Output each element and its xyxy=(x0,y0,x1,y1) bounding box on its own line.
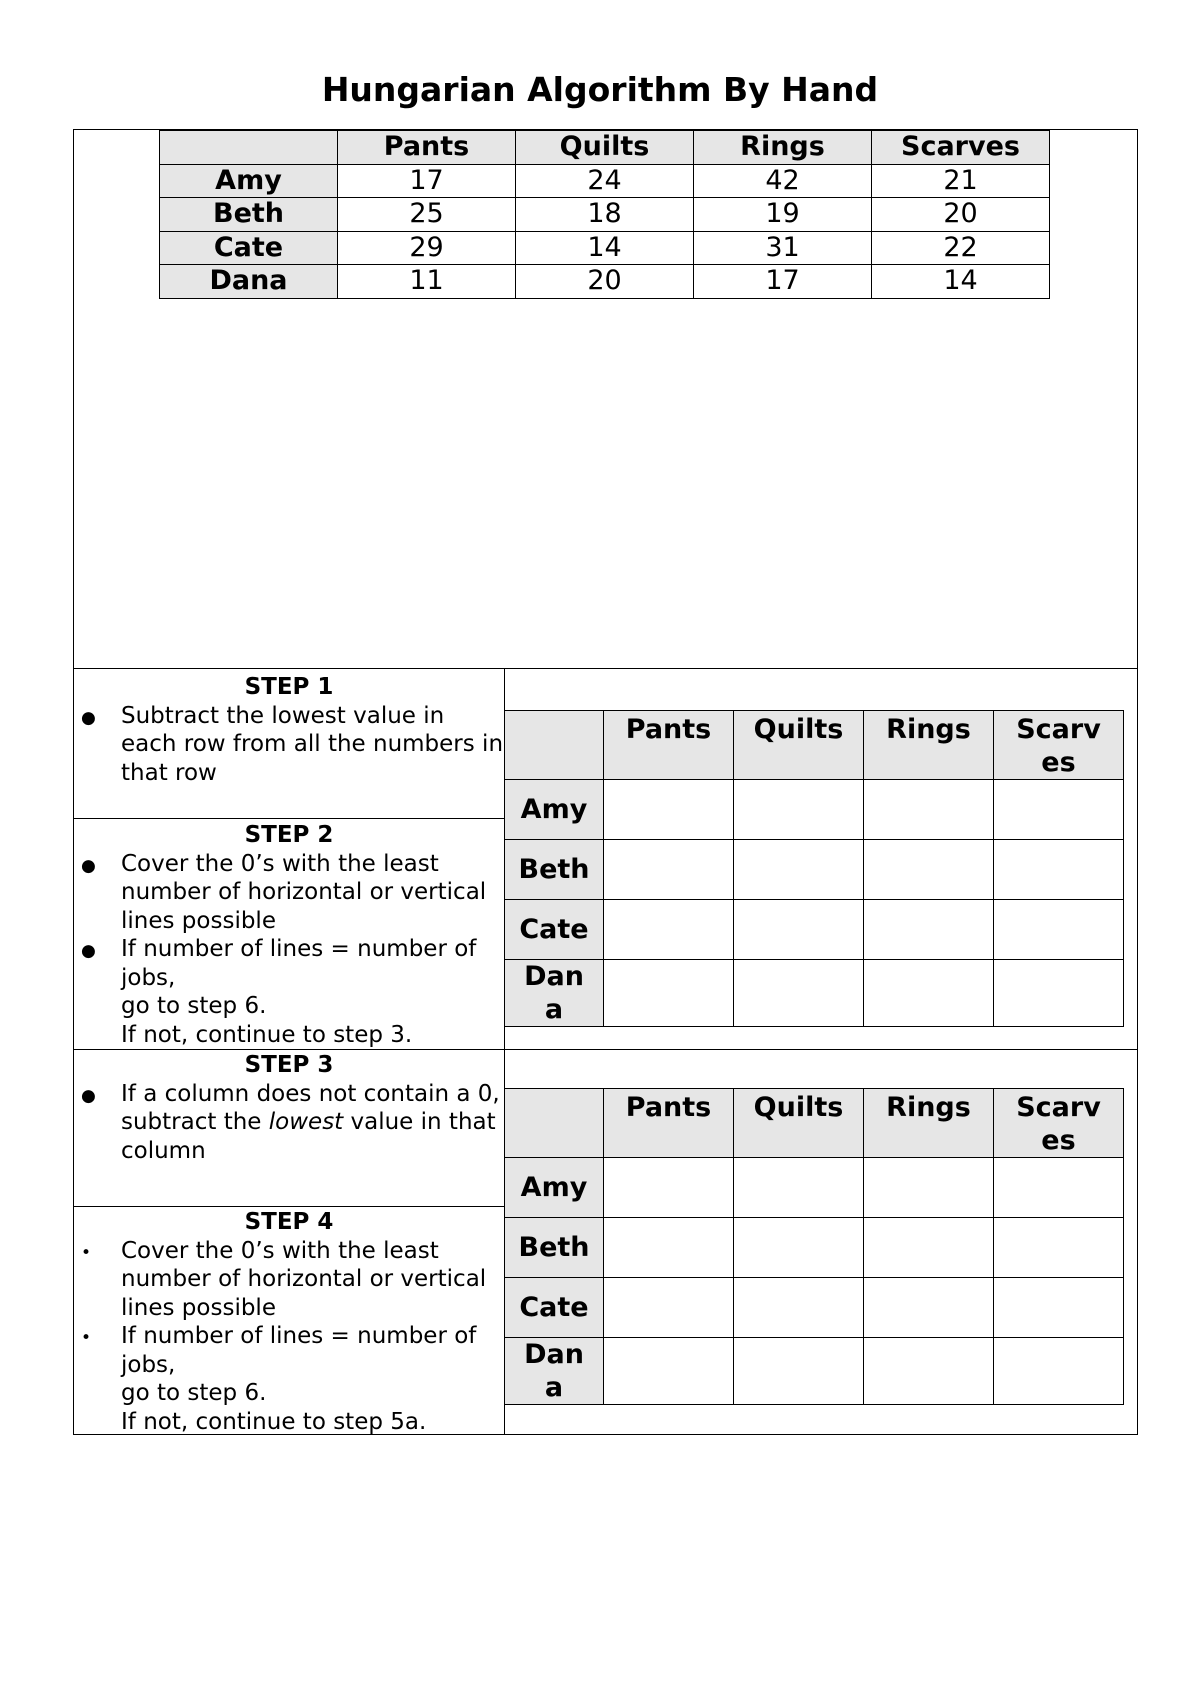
table-cell: 20 xyxy=(516,265,694,299)
step-title: STEP 1 xyxy=(244,674,334,700)
worksheet-frame xyxy=(73,129,1138,1435)
table-row xyxy=(505,780,1124,840)
row-header: Beth xyxy=(505,1218,604,1278)
column-header: Quilts xyxy=(516,131,694,165)
blank-answer-cell[interactable] xyxy=(604,900,734,960)
blank-answer-cell[interactable] xyxy=(734,900,864,960)
bullet-text: Subtract the lowest value in each row from all the numbers in that row xyxy=(121,702,504,786)
step-text-line: go to step 6. xyxy=(121,993,267,1019)
blank-answer-cell[interactable] xyxy=(734,780,864,840)
section-divider xyxy=(74,668,1137,669)
bullet-icon xyxy=(81,850,111,881)
blank-answer-cell[interactable] xyxy=(734,960,864,1027)
table-cell: 11 xyxy=(338,265,516,299)
step-bullet xyxy=(74,1237,504,1323)
column-header: Pants xyxy=(604,711,734,780)
step-bullet xyxy=(74,1080,504,1166)
blank-answer-cell[interactable] xyxy=(734,840,864,900)
table-row xyxy=(160,164,1050,198)
column-header: Scarv es xyxy=(994,1089,1124,1158)
emphasis-text: lowest xyxy=(268,1109,344,1135)
table-row xyxy=(160,231,1050,265)
corner-cell xyxy=(160,131,338,165)
table-cell: 14 xyxy=(872,265,1050,299)
table-cell: 42 xyxy=(694,164,872,198)
bullet-text: If number of lines = number of jobs, xyxy=(121,1323,477,1378)
row-header: Dan a xyxy=(505,960,604,1027)
bullet-text: If number of lines = number of jobs, xyxy=(121,936,477,991)
blank-answer-cell[interactable] xyxy=(994,840,1124,900)
column-header: Quilts xyxy=(734,1089,864,1158)
page-title: Hungarian Algorithm By Hand xyxy=(321,70,879,109)
bullet-icon xyxy=(81,935,111,966)
step-bullet xyxy=(74,935,504,992)
blank-answer-cell[interactable] xyxy=(994,1158,1124,1218)
table-row xyxy=(505,1218,1124,1278)
row-header: Amy xyxy=(505,1158,604,1218)
blank-answer-cell[interactable] xyxy=(994,1278,1124,1338)
cost-table xyxy=(159,130,1050,299)
step-1-box xyxy=(74,673,504,787)
column-header: Pants xyxy=(338,131,516,165)
corner-cell xyxy=(505,1089,604,1158)
table-cell: 20 xyxy=(872,198,1050,232)
step-3-box xyxy=(74,1051,504,1165)
table-row xyxy=(505,1278,1124,1338)
column-header: Rings xyxy=(864,711,994,780)
row-header: Cate xyxy=(505,900,604,960)
blank-answer-cell[interactable] xyxy=(604,1218,734,1278)
blank-answer-cell[interactable] xyxy=(994,960,1124,1027)
blank-answer-cell[interactable] xyxy=(734,1158,864,1218)
row-header: Cate xyxy=(505,1278,604,1338)
step-bullet xyxy=(74,850,504,936)
step-bullet xyxy=(74,702,504,788)
step-divider xyxy=(74,1206,504,1207)
column-header: Quilts xyxy=(734,711,864,780)
column-header: Pants xyxy=(604,1089,734,1158)
blank-answer-cell[interactable] xyxy=(604,1158,734,1218)
row-header: Amy xyxy=(160,164,338,198)
table-cell: 22 xyxy=(872,231,1050,265)
blank-answer-cell[interactable] xyxy=(994,900,1124,960)
blank-answer-cell[interactable] xyxy=(734,1338,864,1405)
blank-answer-cell[interactable] xyxy=(864,1158,994,1218)
table-row xyxy=(505,1158,1124,1218)
blank-answer-cell[interactable] xyxy=(994,1218,1124,1278)
blank-answer-cell[interactable] xyxy=(604,780,734,840)
blank-answer-cell[interactable] xyxy=(864,1278,994,1338)
blank-answer-cell[interactable] xyxy=(604,840,734,900)
blank-answer-cell[interactable] xyxy=(864,960,994,1027)
table-row xyxy=(160,265,1050,299)
table-cell: 21 xyxy=(872,164,1050,198)
bullet-text: If a column does not contain a 0, subtract the xyxy=(121,1080,500,1135)
column-header: Scarv es xyxy=(994,711,1124,780)
table-cell: 14 xyxy=(516,231,694,265)
corner-cell xyxy=(505,711,604,780)
table-row xyxy=(160,198,1050,232)
blank-answer-cell[interactable] xyxy=(604,1278,734,1338)
table-cell: 25 xyxy=(338,198,516,232)
column-header: Rings xyxy=(694,131,872,165)
blank-answer-cell[interactable] xyxy=(864,1338,994,1405)
blank-answer-cell[interactable] xyxy=(864,780,994,840)
row-header: Amy xyxy=(505,780,604,840)
step-title: STEP 3 xyxy=(244,1052,334,1078)
step-3-work-table xyxy=(504,1088,1124,1405)
bullet-icon xyxy=(81,1080,111,1111)
step-2-box xyxy=(74,821,504,1049)
bullet-text: Cover the 0’s with the least number of horizontal or vertical lines possible xyxy=(121,850,487,934)
bullet-icon xyxy=(81,1322,111,1353)
blank-answer-cell[interactable] xyxy=(604,1338,734,1405)
table-cell: 17 xyxy=(694,265,872,299)
table-row xyxy=(505,840,1124,900)
blank-answer-cell[interactable] xyxy=(734,1278,864,1338)
row-header: Dan a xyxy=(505,1338,604,1405)
step-bullet xyxy=(74,1322,504,1379)
step-text-line: If not, continue to step 3. xyxy=(121,1021,413,1048)
step-title: STEP 4 xyxy=(244,1209,334,1235)
blank-answer-cell[interactable] xyxy=(864,900,994,960)
column-header: Scarves xyxy=(872,131,1050,165)
table-row xyxy=(505,1338,1124,1405)
row-header: Beth xyxy=(505,840,604,900)
blank-answer-cell[interactable] xyxy=(864,840,994,900)
step-text-line: go to step 6. xyxy=(121,1380,267,1406)
column-header: Rings xyxy=(864,1089,994,1158)
section-divider xyxy=(74,1049,1137,1050)
step-1-work-table xyxy=(504,710,1124,1027)
row-header: Dana xyxy=(160,265,338,299)
bullet-icon xyxy=(81,702,111,733)
table-row xyxy=(505,900,1124,960)
table-cell: 17 xyxy=(338,164,516,198)
blank-answer-cell[interactable] xyxy=(604,960,734,1027)
blank-answer-cell[interactable] xyxy=(734,1218,864,1278)
bullet-text: Cover the 0’s with the least number of horizontal or vertical lines possible xyxy=(121,1237,487,1321)
step-title: STEP 2 xyxy=(244,822,334,848)
step-text-line: If not, continue to step 5a. xyxy=(121,1408,427,1435)
table-cell: 29 xyxy=(338,231,516,265)
row-header: Beth xyxy=(160,198,338,232)
blank-answer-cell[interactable] xyxy=(994,1338,1124,1405)
row-header: Cate xyxy=(160,231,338,265)
blank-answer-cell[interactable] xyxy=(864,1218,994,1278)
blank-answer-cell[interactable] xyxy=(994,780,1124,840)
table-row xyxy=(505,960,1124,1027)
table-cell: 19 xyxy=(694,198,872,232)
step-divider xyxy=(74,818,504,819)
table-cell: 18 xyxy=(516,198,694,232)
table-cell: 24 xyxy=(516,164,694,198)
bullet-text: value in that column xyxy=(121,1109,496,1164)
table-cell: 31 xyxy=(694,231,872,265)
bullet-icon xyxy=(81,1237,111,1268)
step-4-box xyxy=(74,1208,504,1436)
